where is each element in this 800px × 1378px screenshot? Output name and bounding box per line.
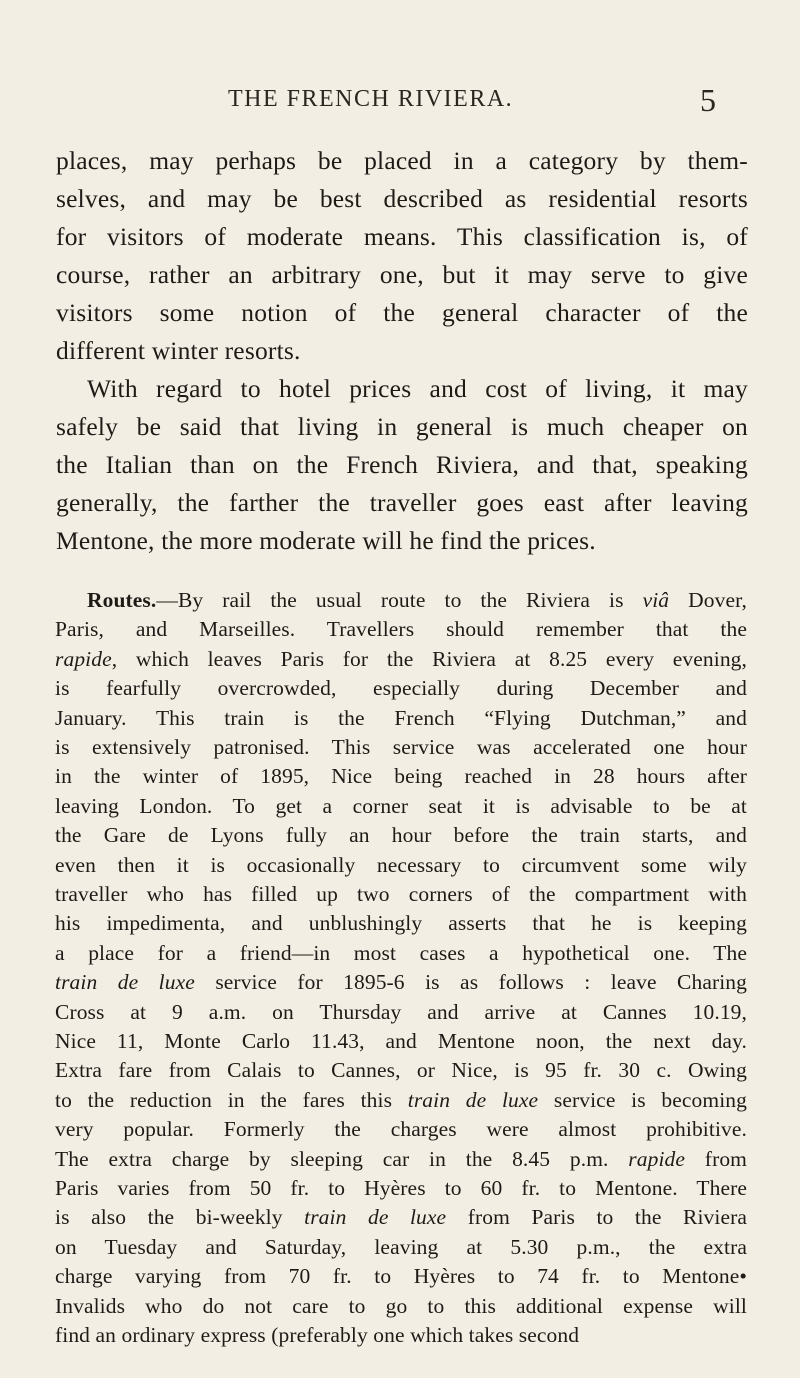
text-line: in the winter of 1895, Nice being reached in 28 hours after bbox=[55, 764, 747, 789]
text-line: leaving London. To get a corner seat it is advisable to be at bbox=[55, 793, 747, 818]
text-line: train de luxe service for 1895-6 is as follows : leave Charing bbox=[55, 970, 747, 995]
text-line: visitors some notion of the general character of the bbox=[56, 298, 748, 327]
text-line: different winter resorts. bbox=[56, 336, 301, 365]
text-line: is fearfully overcrowded, especially during December and bbox=[55, 676, 747, 701]
page-header bbox=[0, 82, 800, 126]
section-heading-routes: Routes. bbox=[87, 588, 157, 612]
text-line: the Gare de Lyons fully an hour before the train starts, and bbox=[55, 823, 747, 848]
text-line: on Tuesday and Saturday, leaving at 5.30 p.m., the extra bbox=[55, 1234, 747, 1259]
text-line: selves, and may be best described as residential resorts bbox=[56, 184, 748, 213]
text-line: a place for a friend—in most cases a hypothetical one. The bbox=[55, 940, 747, 965]
text-line: The extra charge by sleeping car in the 8.45 p.m. rapide from bbox=[55, 1146, 747, 1171]
text-line: rapide, which leaves Paris for the Riviera at 8.25 every evening, bbox=[55, 646, 747, 671]
text-line: course, rather an arbitrary one, but it may serve to give bbox=[56, 260, 748, 289]
text-line: January. This train is the French “Flying Dutchman,” and bbox=[55, 705, 747, 730]
text-line: generally, the farther the traveller goes east after leaving bbox=[56, 488, 748, 517]
text-line: Extra fare from Calais to Cannes, or Nice, is 95 fr. 30 c. Owing bbox=[55, 1058, 747, 1083]
text-line: traveller who has filled up two corners of the compartment with bbox=[55, 882, 747, 906]
text-line: for visitors of moderate means. This classification is, of bbox=[56, 222, 748, 251]
text-line: to the reduction in the fares this train de luxe service is becoming bbox=[55, 1087, 747, 1112]
text-line: Paris varies from 50 fr. to Hyères to 60 fr. to Mentone. There bbox=[55, 1176, 747, 1200]
text-line: Mentone, the more moderate will he find the prices. bbox=[56, 526, 596, 555]
text-line: Routes.—By rail the usual route to the Riviera is viâ Dover, bbox=[87, 588, 747, 612]
page-number: 5 bbox=[700, 82, 716, 118]
text-line: is also the bi-weekly train de luxe from Paris to the Riviera bbox=[55, 1205, 747, 1230]
running-title: THE FRENCH RIVIERA. bbox=[228, 86, 514, 112]
text-line: is extensively patronised. This service was accelerated one hour bbox=[55, 735, 747, 759]
text-line: safely be said that living in general is much cheaper on bbox=[56, 412, 748, 441]
text-line: Cross at 9 a.m. on Thursday and arrive at Cannes 10.19, bbox=[55, 999, 747, 1024]
text-line: Paris, and Marseilles. Travellers should remember that the bbox=[55, 617, 747, 642]
text-line: Nice 11, Monte Carlo 11.43, and Mentone noon, the next day. bbox=[55, 1029, 747, 1053]
text-line: find an ordinary express (preferably one which takes second bbox=[55, 1323, 580, 1347]
text-line: Invalids who do not care to go to this additional expense will bbox=[55, 1293, 747, 1318]
text-line: the Italian than on the French Riviera, and that, speaking bbox=[56, 450, 748, 479]
text-line: his impedimenta, and unblushingly asserts that he is keeping bbox=[55, 911, 747, 936]
text-line: charge varying from 70 fr. to Hyères to 74 fr. to Mentone• bbox=[55, 1264, 747, 1289]
text-line: With regard to hotel prices and cost of living, it may bbox=[87, 374, 748, 403]
text-line: places, may perhaps be placed in a category by them- bbox=[56, 146, 748, 175]
text-line: very popular. Formerly the charges were almost prohibitive. bbox=[55, 1117, 747, 1142]
text-line: even then it is occasionally necessary to circumvent some wily bbox=[55, 852, 747, 877]
